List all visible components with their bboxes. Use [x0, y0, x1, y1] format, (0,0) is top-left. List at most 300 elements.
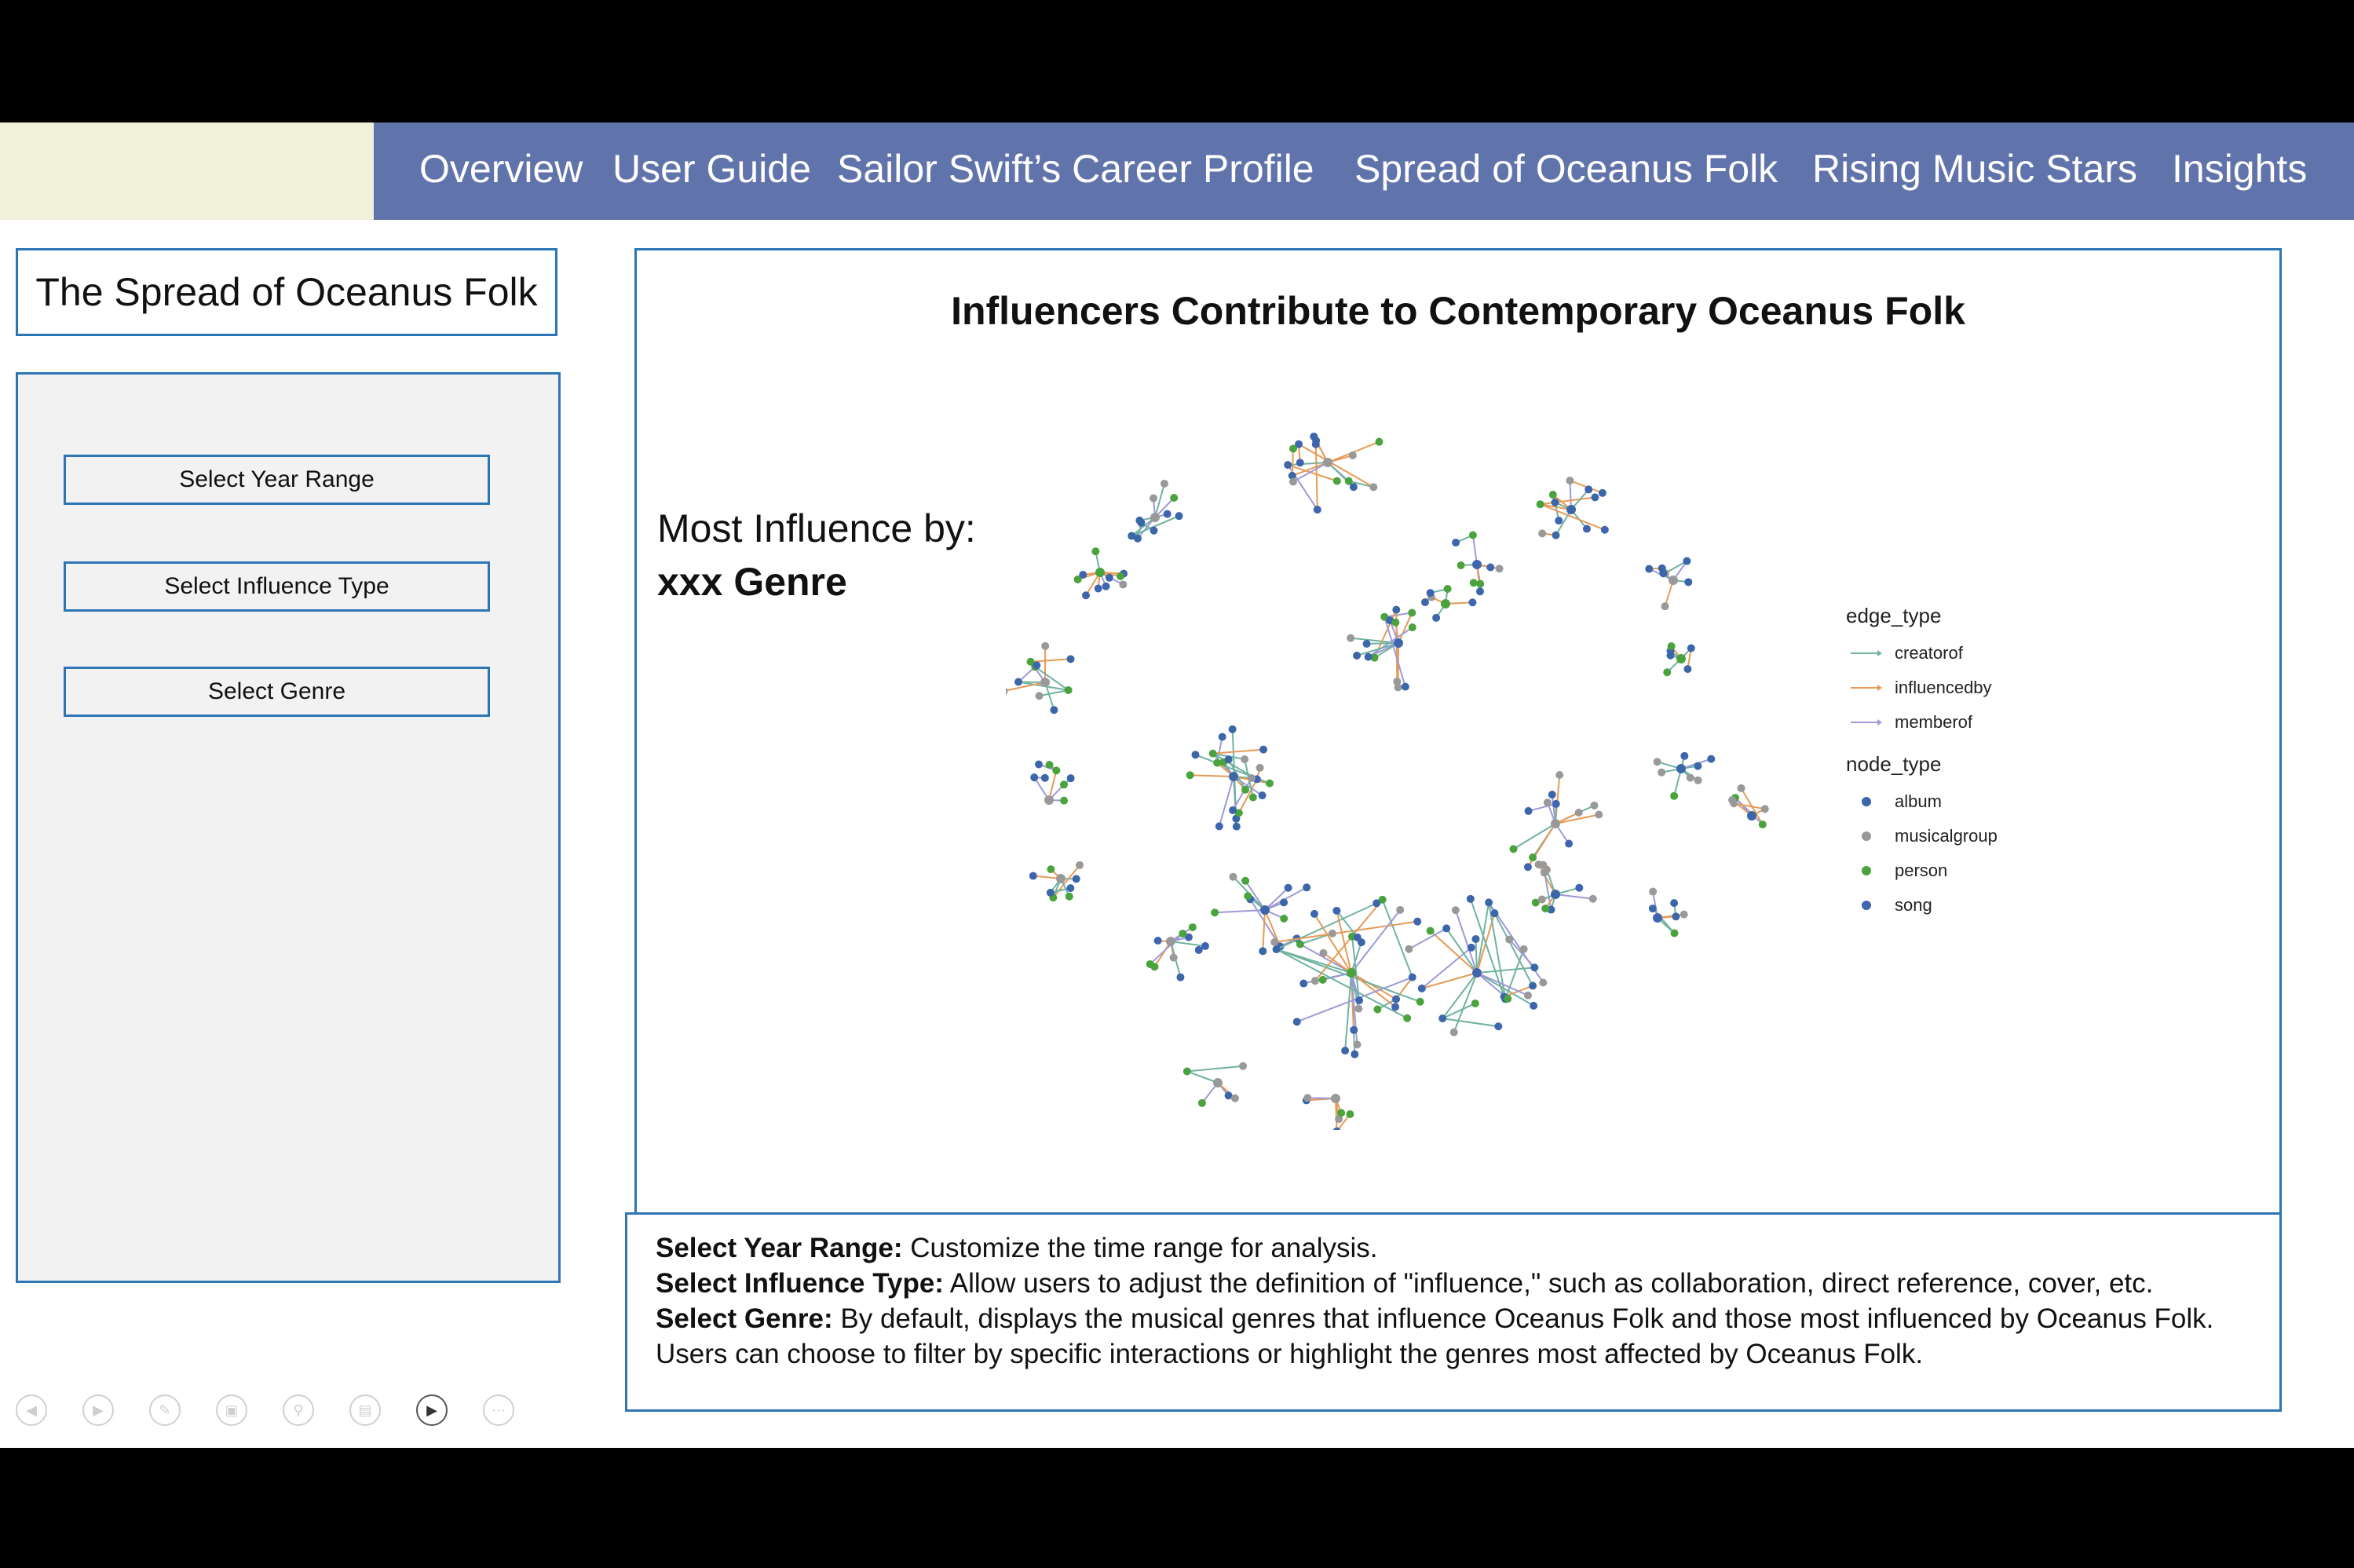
graph-node: [1645, 565, 1653, 573]
graph-node: [1504, 995, 1511, 1003]
graph-node: [1189, 923, 1197, 931]
graph-edge: [1277, 949, 1408, 1018]
graph-node: [1654, 758, 1661, 766]
graph-node: [1694, 777, 1702, 784]
legend-node-person-label: person: [1895, 861, 1948, 880]
graph-node: [1014, 678, 1022, 686]
graph-node: [1392, 606, 1400, 614]
graph-node: [1687, 645, 1695, 652]
graph-node: [1273, 945, 1281, 953]
legend-edge-creatorof-label: creatorof: [1895, 643, 1963, 663]
graph-node: [1396, 906, 1404, 914]
graph-node: [1067, 655, 1075, 663]
legend-edge-influencedby: [1846, 671, 1998, 705]
graph-node: [1476, 587, 1484, 595]
graph-node: [1029, 872, 1037, 880]
graph-node: [1299, 980, 1307, 988]
graph-node: [1590, 802, 1598, 810]
graph-edge: [1171, 941, 1205, 946]
graph-node: [1530, 963, 1538, 971]
graph-node: [1280, 915, 1288, 923]
legend-node-person: [1846, 853, 1998, 888]
graph-node: [1284, 461, 1292, 469]
edge-creatorof-icon: [1846, 649, 1887, 657]
graph-edge: [1529, 804, 1556, 811]
graph-node: [1472, 560, 1482, 569]
graph-node: [1146, 960, 1154, 968]
edge-memberof-icon: [1846, 718, 1887, 726]
most-influence-label: [657, 502, 976, 609]
graph-node: [1552, 499, 1559, 506]
graph-node: [1102, 583, 1110, 590]
graph-node: [1347, 634, 1354, 642]
legend: [1846, 604, 1998, 923]
graph-edge: [1274, 922, 1417, 942]
graph-node: [1408, 609, 1416, 616]
graph-node: [1520, 945, 1528, 953]
graph-node: [1355, 996, 1363, 1004]
graph-node: [1041, 642, 1049, 650]
graph-node: [1403, 1014, 1411, 1022]
graph-edge: [1345, 973, 1351, 1051]
graph-node: [1293, 1018, 1301, 1025]
graph-node: [1241, 755, 1248, 763]
graph-node: [1225, 755, 1233, 763]
graph-node: [1176, 974, 1184, 981]
graph-node: [1259, 746, 1267, 754]
nav-insights[interactable]: Insights: [2172, 147, 2308, 191]
graph-node: [1354, 934, 1362, 941]
graph-node: [1413, 918, 1421, 926]
graph-edge: [1190, 775, 1234, 777]
legend-edge-creatorof: [1846, 636, 1998, 671]
graph-node: [1241, 877, 1249, 885]
graph-node: [1552, 800, 1560, 808]
graph-node: [1259, 947, 1267, 955]
graph-node: [1539, 978, 1547, 986]
graph-node: [1091, 547, 1099, 555]
graph-node: [1375, 438, 1383, 446]
graph-node: [1392, 995, 1400, 1003]
graph-node: [1549, 491, 1557, 499]
description-genre-text: By default, displays the musical genres that influence Oceanus Folk and those most influenced by Oceanus Folk. Users can choose to filter by specific interactions or highlight the genres most affected by Oceanus Folk.: [656, 1303, 2214, 1369]
graph-node: [1442, 924, 1450, 932]
graph-node: [1676, 654, 1686, 663]
graph-node: [1073, 875, 1080, 883]
graph-node: [1239, 1062, 1247, 1070]
graph-node: [1469, 532, 1477, 539]
select-year-range-button[interactable]: Select Year Range: [64, 455, 490, 505]
legend-edge-influencedby-label: influencedby: [1895, 678, 1992, 697]
graph-node: [1060, 797, 1068, 805]
node-musicalgroup-icon: [1846, 831, 1887, 842]
graph-node: [1365, 653, 1373, 661]
graph-node: [1585, 485, 1592, 493]
nav-user-guide[interactable]: User Guide: [612, 147, 811, 191]
graph-node: [1684, 578, 1692, 586]
graph-node: [1296, 941, 1304, 948]
graph-node: [1494, 1022, 1502, 1030]
graph-node: [1575, 884, 1583, 892]
graph-node: [1601, 526, 1609, 534]
graph-node: [1095, 584, 1102, 592]
graph-node: [1452, 906, 1460, 914]
graph-node: [1672, 912, 1680, 920]
graph-node: [1106, 574, 1113, 582]
graph-node: [1183, 1067, 1191, 1075]
graph-node: [1496, 565, 1504, 572]
graph-node: [1354, 1005, 1362, 1013]
select-genre-button[interactable]: Select Genre: [64, 667, 490, 717]
graph-node: [1266, 780, 1274, 788]
graph-node: [1270, 938, 1278, 946]
nav-career-profile[interactable]: Sailor Swift’s Career Profile: [837, 147, 1314, 191]
graph-node: [1229, 806, 1237, 814]
graph-node: [1134, 535, 1142, 543]
graph-edge: [1514, 824, 1555, 849]
graph-node: [1565, 840, 1573, 848]
graph-node: [1231, 1095, 1239, 1102]
graph-node: [1289, 477, 1297, 485]
graph-node: [1233, 823, 1241, 831]
graph-edge: [1367, 643, 1398, 644]
select-influence-type-button[interactable]: Select Influence Type: [64, 561, 490, 612]
page-title: The Spread of Oceanus Folk: [16, 248, 557, 336]
graph-node: [1310, 433, 1318, 440]
graph-node: [1524, 863, 1532, 871]
graph-node: [1661, 602, 1669, 610]
graph-node: [1738, 784, 1745, 792]
description-genre-term: Select Genre:: [656, 1303, 833, 1334]
graph-node: [1670, 792, 1678, 800]
graph-node: [1659, 569, 1667, 577]
graph-node: [1591, 493, 1599, 501]
description-box: [625, 1212, 2282, 1412]
graph-node: [1285, 884, 1292, 892]
graph-node: [1566, 505, 1576, 514]
top-bar: [0, 122, 2354, 220]
graph-node: [1468, 598, 1476, 606]
graph-node: [1694, 762, 1702, 770]
node-person-icon: [1846, 865, 1887, 876]
graph-node: [1350, 483, 1358, 491]
graph-node: [1244, 892, 1252, 900]
slides-icon[interactable]: ▣: [216, 1394, 247, 1426]
graph-node: [1427, 589, 1435, 597]
graph-node: [1353, 1040, 1361, 1048]
graph-node: [1170, 494, 1178, 502]
graph-node: [1683, 665, 1691, 673]
graph-node: [1082, 591, 1090, 599]
graph-node: [1486, 563, 1494, 571]
graph-node: [1649, 888, 1657, 896]
graph-node: [1450, 1029, 1458, 1036]
graph-node: [1510, 845, 1518, 853]
graph-node: [1551, 819, 1560, 828]
graph-edge: [1263, 910, 1265, 951]
edge-influencedby-icon: [1846, 684, 1887, 692]
graph-node: [1391, 619, 1399, 627]
graph-node: [1663, 668, 1671, 676]
graph-node: [1537, 500, 1544, 508]
graph-node: [1555, 517, 1563, 524]
graph-node: [1476, 580, 1484, 588]
graph-node: [1314, 506, 1321, 514]
graph-node: [1761, 805, 1769, 813]
filter-panel: [16, 372, 561, 1283]
graph-node: [1589, 895, 1597, 903]
logo-area: [0, 122, 374, 220]
graph-edge: [1555, 894, 1593, 899]
graph-node: [1041, 774, 1049, 782]
description-year-range-term: Select Year Range:: [656, 1233, 903, 1263]
graph-node: [1095, 568, 1105, 577]
graph-node: [1529, 981, 1537, 989]
more-icon[interactable]: ⋯: [483, 1394, 514, 1426]
nav-rising-music-stars[interactable]: Rising Music Stars: [1812, 147, 2137, 191]
graph-node: [1747, 811, 1756, 821]
graph-node: [1135, 517, 1143, 524]
graph-node: [1490, 909, 1498, 917]
graph-node: [1470, 579, 1478, 587]
graph-node: [1337, 1109, 1345, 1117]
zoom-icon[interactable]: ⚲: [283, 1394, 314, 1426]
network-graph: [1006, 423, 1870, 1130]
graph-node: [1311, 977, 1319, 985]
graph-node: [1530, 1002, 1537, 1010]
graph-node: [1373, 899, 1380, 907]
legend-node-musicalgroup: [1846, 819, 1998, 853]
graph-node: [1154, 937, 1162, 945]
graph-node: [1551, 890, 1560, 899]
graph-node: [1323, 458, 1332, 467]
graph-node: [1310, 910, 1318, 918]
graph-edge: [1442, 1018, 1498, 1026]
graph-node: [1303, 1094, 1311, 1102]
graph-node: [1060, 780, 1068, 788]
graph-node: [1229, 772, 1238, 781]
graph-node: [1331, 1094, 1340, 1103]
graph-node: [1256, 764, 1264, 772]
graph-node: [1213, 1078, 1223, 1087]
graph-node: [1213, 759, 1221, 767]
graph-node: [1065, 686, 1073, 694]
graph-node: [1548, 791, 1556, 799]
slideshow-controls: [16, 1394, 550, 1431]
graph-node: [1529, 853, 1537, 861]
graph-node: [1229, 726, 1237, 733]
graph-node: [1471, 1000, 1479, 1007]
graph-node: [1653, 913, 1662, 923]
subtitles-icon[interactable]: ▤: [349, 1394, 381, 1426]
graph-node: [1405, 945, 1413, 953]
graph-node: [1249, 793, 1257, 801]
graph-node: [1329, 930, 1336, 938]
graph-node: [1670, 899, 1678, 907]
graph-node: [1333, 477, 1341, 485]
graph-node: [1175, 512, 1183, 520]
graph-edge: [1674, 756, 1684, 796]
graph-node: [1044, 795, 1054, 805]
graph-edge: [1442, 973, 1477, 1018]
graph-node: [1350, 1026, 1358, 1034]
graph-node: [1730, 799, 1738, 807]
graph-node: [1683, 557, 1691, 565]
next-icon[interactable]: ▶: [82, 1394, 114, 1426]
graph-node: [1166, 937, 1175, 946]
graph-node: [1669, 576, 1678, 585]
graph-node: [1505, 935, 1513, 943]
graph-node: [1667, 652, 1675, 660]
graph-node: [1074, 576, 1082, 583]
graph-node: [1544, 799, 1552, 806]
legend-edge-memberof: [1846, 705, 1998, 740]
graph-node: [1452, 539, 1460, 546]
graph-node: [1687, 774, 1694, 782]
graph-node: [1219, 733, 1226, 740]
slide: [0, 122, 2354, 1448]
graph-node: [1332, 907, 1340, 915]
graph-node: [1076, 861, 1084, 869]
graph-node: [1671, 930, 1679, 938]
graph-node: [1047, 889, 1055, 897]
graph-node: [1525, 807, 1533, 815]
graph-node: [1164, 510, 1172, 518]
chart-title: Influencers Contribute to Contemporary Oceanus Folk: [951, 289, 1965, 333]
graph-node: [1369, 483, 1377, 491]
graph-node: [1552, 532, 1560, 539]
node-song-icon: [1846, 900, 1887, 911]
graph-node: [1707, 755, 1715, 763]
graph-node: [1040, 678, 1050, 687]
description-influence-type: [656, 1266, 2251, 1301]
graph-node: [1248, 774, 1256, 782]
graph-node: [1241, 786, 1249, 794]
graph-node: [1035, 760, 1043, 768]
legend-node-song: [1846, 888, 1998, 923]
legend-node-song-label: song: [1895, 895, 1932, 915]
legend-edge-title: edge_type: [1846, 604, 1942, 627]
graph-node: [1441, 599, 1450, 609]
node-album-icon: [1846, 796, 1887, 807]
graph-node: [1259, 791, 1267, 799]
graph-node: [1349, 451, 1357, 459]
graph-edge: [1187, 1066, 1243, 1072]
graph-node: [1543, 866, 1551, 874]
description-year-range: [656, 1230, 2251, 1266]
graph-node: [1541, 905, 1549, 912]
graph-node: [1341, 1047, 1349, 1054]
graph-node: [1319, 949, 1327, 957]
description-genre: [656, 1301, 2251, 1372]
nav-overview[interactable]: Overview: [419, 147, 583, 191]
graph-node: [1649, 905, 1657, 912]
graph-node: [1595, 810, 1603, 818]
graph-node: [1680, 911, 1688, 919]
nav-bar: [374, 122, 2354, 220]
graph-node: [1347, 968, 1356, 978]
graph-node: [1676, 764, 1686, 773]
legend-node-album-label: album: [1895, 791, 1942, 811]
graph-node: [1211, 908, 1219, 916]
graph-node: [1033, 661, 1040, 669]
graph-node: [1555, 771, 1563, 779]
graph-node: [1066, 893, 1073, 901]
graph-node: [1056, 874, 1066, 883]
graph-edge: [1040, 690, 1069, 696]
graph-node: [1150, 527, 1157, 535]
network-chart-panel: [634, 248, 2282, 1285]
graph-node: [1373, 1006, 1381, 1014]
graph-node: [1575, 809, 1583, 817]
graph-node: [1680, 752, 1688, 760]
graph-node: [1668, 642, 1676, 650]
graph-node: [1457, 561, 1465, 569]
graph-edge: [1541, 497, 1596, 504]
graph-node: [1067, 774, 1075, 782]
graph-node: [1346, 1110, 1354, 1118]
most-influence-label-text: Most Influence by:: [657, 506, 976, 550]
graph-node: [1030, 773, 1038, 781]
graph-node: [1066, 884, 1074, 892]
graph-node: [1538, 529, 1546, 537]
graph-node: [1119, 580, 1127, 588]
graph-node: [1303, 883, 1310, 891]
legend-node-title: node_type: [1846, 752, 1942, 776]
graph-node: [1583, 525, 1591, 533]
graph-node: [1418, 985, 1426, 992]
graph-edge: [1187, 1071, 1218, 1083]
graph-node: [1215, 822, 1223, 830]
graph-node: [1485, 898, 1493, 906]
graph-node: [1296, 459, 1304, 466]
graph-node: [1471, 935, 1479, 943]
graph-node: [1394, 638, 1403, 648]
graph-node: [1409, 623, 1416, 631]
description-year-range-text: Customize the time range for analysis.: [902, 1233, 1378, 1263]
graph-node: [1050, 706, 1058, 714]
graph-edge: [1369, 627, 1413, 657]
graph-node: [1319, 976, 1327, 984]
graph-node: [1230, 873, 1237, 881]
legend-node-musicalgroup-label: musicalgroup: [1895, 826, 1998, 846]
graph-node: [1351, 1051, 1358, 1058]
graph-edge: [1384, 612, 1412, 616]
graph-node: [1209, 750, 1217, 758]
graph-node: [1416, 998, 1424, 1006]
graph-node: [1391, 1003, 1399, 1011]
graph-node: [1467, 895, 1475, 903]
camera-icon[interactable]: ▶: [416, 1394, 448, 1426]
graph-node: [1198, 1099, 1206, 1107]
graph-edge: [1219, 777, 1234, 826]
nav-spread-oceanus-folk[interactable]: Spread of Oceanus Folk: [1354, 147, 1778, 191]
graph-node: [1393, 678, 1401, 685]
graph-edge: [1031, 659, 1071, 661]
graph-node: [1444, 585, 1452, 593]
graph-node: [1599, 489, 1606, 497]
legend-edge-memberof-label: memberof: [1895, 712, 1973, 732]
graph-node: [1260, 905, 1270, 915]
graph-node: [1363, 640, 1371, 648]
graph-node: [1052, 766, 1060, 774]
legend-node-album: [1846, 784, 1998, 819]
graph-node: [1759, 821, 1767, 828]
previous-icon[interactable]: ◀: [16, 1394, 47, 1426]
graph-node: [1280, 898, 1288, 906]
pen-icon[interactable]: ✎: [149, 1394, 181, 1426]
graph-node: [1161, 480, 1168, 488]
